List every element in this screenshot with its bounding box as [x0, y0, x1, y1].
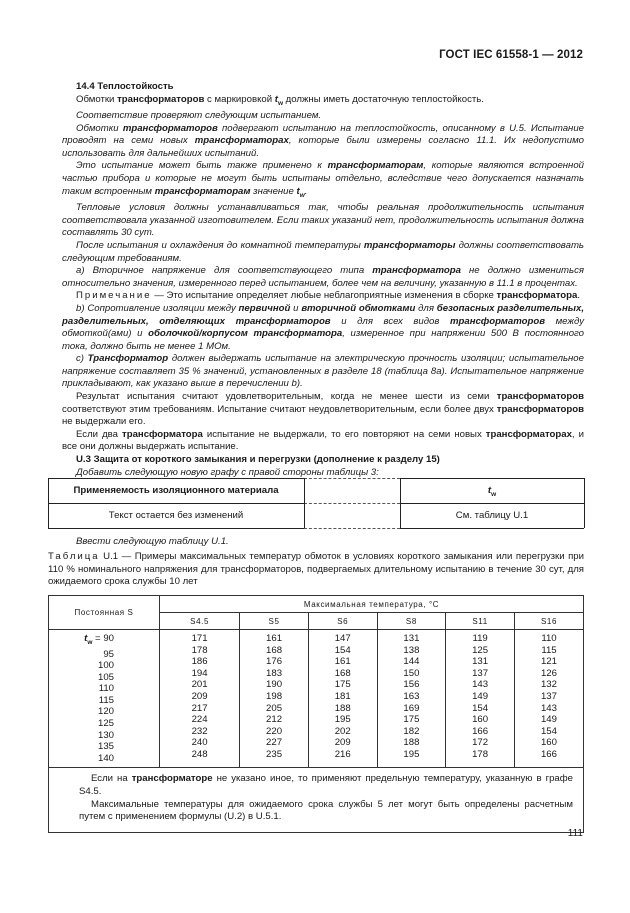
table-cell: 178 — [191, 644, 208, 656]
paragraph-11: Результат испытания считают удовлетворительным, когда не менее шести из семи трансформаторов соответствуют этим требованиям. Испытание считают неудовлетворительным, если более двух трансформаторов не выдержали его. — [62, 391, 584, 428]
section-title: 14.4 Теплостойкость — [76, 81, 174, 92]
table-cell: 216 — [334, 748, 351, 760]
table-cell: 115 — [541, 644, 557, 656]
value-column — [514, 630, 583, 768]
page-number: 111 — [567, 828, 583, 839]
table-cell: 147 — [334, 633, 351, 644]
table-cell: 121 — [540, 656, 557, 668]
table-cell: 138 — [403, 644, 420, 656]
table-cell: 160 — [472, 714, 489, 726]
table-cell: 232 — [191, 725, 208, 737]
tw-cell: 125 — [97, 718, 114, 730]
table-cell: 178 — [472, 748, 489, 760]
table-cell: 186 — [191, 656, 208, 668]
table-cell: 175 — [334, 679, 351, 691]
tw-cell: $t_w = 90$ — [84, 633, 114, 646]
table-cell: 166 — [540, 748, 557, 760]
table-cell: 126 — [540, 667, 557, 679]
table-cell: 176 — [266, 656, 283, 668]
table-data-row — [49, 630, 584, 768]
paragraph-4: Это испытание может быть также применено к трансформаторам, которые являются встроенной частью прибора и которые не могут быть испытаны отдельно, вследствие чего допускается назначать таким встроенным трансформаторам значение $t_w$. — [62, 160, 585, 199]
table-cell: 149 — [540, 714, 557, 726]
paragraph-6: После испытания и охлаждения до комнатной температуры трансформаторы должны соответствовать следующим требованиям. — [62, 239, 584, 264]
column-header: S4.5 — [160, 613, 240, 630]
paragraph-1: Обмотки трансформаторов с маркировкой $t_w$ должны иметь достаточную теплостойкость. — [76, 93, 484, 107]
table-cell: 198 — [266, 690, 283, 702]
table-cell: 190 — [266, 679, 283, 691]
tw-column — [49, 630, 160, 768]
table-cell: 224 — [191, 714, 208, 726]
paragraph-2: Соответствие проверяют следующим испытанием. — [76, 110, 322, 122]
table-cell: 131 — [403, 633, 420, 644]
table-cell: 154 — [540, 725, 557, 737]
table-cell: 168 — [334, 667, 351, 679]
table-cell: 149 — [472, 690, 489, 702]
table-cell: 166 — [472, 725, 489, 737]
table-cell: 161 — [334, 656, 351, 668]
tw-cell: 140 — [97, 752, 114, 764]
table-cell: 154 — [334, 644, 351, 656]
u3-title: U.3 Защита от короткого замыкания и перегрузки (дополнение к разделу 15) — [76, 454, 440, 466]
section-14-4 — [62, 81, 584, 479]
table-cell: 169 — [403, 702, 420, 714]
table-cell: 163 — [403, 690, 420, 702]
table-cell: 160 — [540, 737, 557, 749]
insert-cell-see-table: См. таблицу U.1 — [455, 510, 529, 521]
paragraph-3: Обмотки трансформаторов подвергают испытанию на теплостойкость, описанному в U.5. Испытание проводят на семи новых трансформаторах, которые были измерены согласно 11.1. Их недопустимо использовать для дальнейших испытаний. — [62, 122, 585, 159]
table-cell: 212 — [266, 714, 283, 726]
insert-header-material: Применяемость изоляционного материала — [73, 485, 279, 496]
tw-cell: 95 — [103, 648, 114, 660]
tw-cell: 115 — [98, 694, 114, 706]
insert-header-tw: $t_w$ — [487, 485, 497, 498]
table-cell: 137 — [472, 667, 489, 679]
insert-cell-unchanged: Текст остается без изменений — [108, 510, 244, 521]
table-cell: 235 — [266, 748, 283, 760]
column-header: S5 — [240, 613, 309, 630]
column-header: S11 — [446, 613, 515, 630]
table-u1 — [48, 595, 584, 833]
table-notes — [49, 768, 584, 832]
table-cell: 217 — [191, 702, 208, 714]
table-cell: 125 — [472, 644, 489, 656]
value-column — [308, 630, 377, 768]
table-cell: 168 — [266, 644, 283, 656]
table-cell: 137 — [540, 690, 557, 702]
paragraph-12: Если два трансформатора испытание не выдержали, то его повторяют на семи новых трансформаторах, и все они должны выдержать испытание. — [62, 428, 584, 453]
paragraph-7: а) Вторичное напряжение для соответствующего типа трансформатора не должно измениться относительно значения, измеренного перед испытанием, более чем на величину, указанную в 11.1 в процентах. — [62, 265, 584, 289]
table-cell: 119 — [472, 633, 488, 644]
table-cell: 188 — [334, 702, 351, 714]
table-cell: 110 — [541, 633, 557, 644]
table-cell: 172 — [472, 737, 489, 749]
table-cell: 195 — [403, 748, 420, 760]
insert-table — [48, 478, 584, 528]
table-note-1: Если на трансформаторе не указано иное, то применяют предельную температуру, указанную в графе S4.5. — [79, 773, 573, 798]
insert-instruction: Ввести следующую таблицу U.1. — [76, 536, 229, 547]
table-cell: 194 — [191, 667, 208, 679]
table-cell: 171 — [191, 633, 208, 644]
tw-cell: 105 — [97, 671, 114, 683]
value-column — [240, 630, 309, 768]
group-header: Максимальная температура, °С — [160, 596, 584, 613]
paragraph-5: Тепловые условия должны устанавливаться так, чтобы реальная продолжительность испытания соответствовала указанной изготовителем. Если таких указаний нет, продолжительность испытания должна составлять 30 сут. — [62, 202, 584, 239]
table-cell: 220 — [266, 725, 283, 737]
column-header: S16 — [514, 613, 583, 630]
column-header: S8 — [377, 613, 446, 630]
tw-cell: 130 — [97, 729, 114, 741]
table-cell: 182 — [403, 725, 420, 737]
table-cell: 175 — [403, 714, 420, 726]
table-cell: 132 — [540, 679, 557, 691]
table-cell: 205 — [266, 702, 283, 714]
table-cell: 161 — [266, 633, 283, 644]
note-paragraph: Примечание — Это испытание определяет любые неблагоприятные изменения в сборке трансформатора. — [76, 290, 581, 302]
table-cell: 150 — [403, 667, 420, 679]
document-header: ГОСТ IEC 61558-1 — 2012 — [439, 49, 583, 61]
row-header: Постоянная S — [49, 596, 160, 630]
tw-cell: 100 — [97, 660, 114, 672]
table-cell: 143 — [472, 679, 489, 691]
table-cell: 154 — [472, 702, 489, 714]
value-column — [160, 630, 240, 768]
value-column — [377, 630, 446, 768]
table-note-2: Максимальные температуры для ожидаемого срока службы 5 лет могут быть определены расчетным путем с применением формулы (U.2) в U.5.1. — [79, 798, 573, 823]
value-column — [446, 630, 515, 768]
table-cell: 227 — [266, 737, 283, 749]
table-cell: 195 — [334, 714, 351, 726]
table-cell: 188 — [403, 737, 420, 749]
table-caption: Таблица U.1 — Примеры максимальных температур обмоток в условиях короткого замыкания или перегрузки при 110 % номинального напряжения для трансформаторов, подвергаемых длительному испытанию в течение 30 сут, для ожидаемого срока службы 10 лет — [48, 551, 584, 588]
table-cell: 131 — [472, 656, 489, 668]
tw-cell: 135 — [97, 741, 114, 753]
table-cell: 181 — [334, 690, 351, 702]
table-cell: 143 — [540, 702, 557, 714]
table-cell: 144 — [403, 656, 420, 668]
table-cell: 202 — [334, 725, 351, 737]
table-cell: 248 — [191, 748, 208, 760]
column-header: S6 — [308, 613, 377, 630]
paragraph-c: с) Трансформатор должен выдержать испытание на электрическую прочность изоляции; испытательное напряжение составляет 35 % значений, установленных в разделе 18 (таблица 8а). Испытательное напряжение прикладывают, как указано выше в перечислении b). — [62, 353, 584, 390]
table-cell: 201 — [191, 679, 208, 691]
u3-text: Добавить следующую новую графу с правой стороны таблицы 3: — [76, 466, 379, 478]
table-cell: 183 — [266, 667, 283, 679]
table-cell: 209 — [191, 690, 208, 702]
paragraph-b: b) Сопротивление изоляции между первичной и вторичной обмотками для безопасных разделительных, разделительных, отделяющих трансформаторов и для всех видов трансформаторов между обмоткой(ами) и оболочкой/корпусом трансформатора, измеренное при напряжении 500 В постоянного тока, должно быть не менее 1 МОм. — [62, 302, 584, 352]
tw-cell: 110 — [98, 683, 114, 695]
table-cell: 209 — [334, 737, 351, 749]
table-cell: 156 — [403, 679, 420, 691]
tw-cell: 120 — [97, 706, 114, 718]
table-cell: 240 — [191, 737, 208, 749]
